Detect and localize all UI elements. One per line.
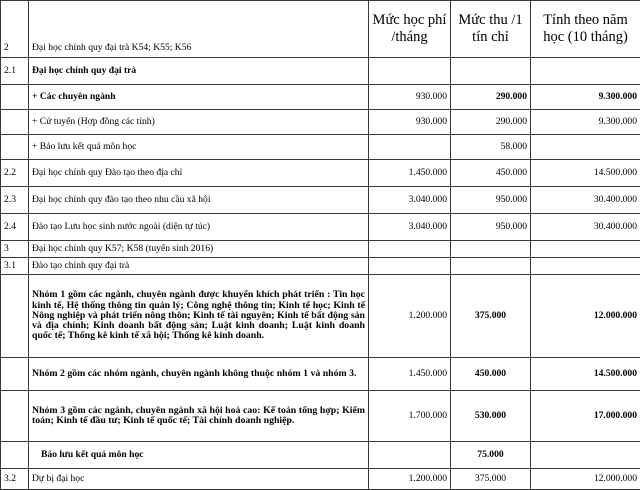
table-row [1, 391, 640, 442]
row-annual-fee [531, 58, 640, 85]
row-per-credit-fee [451, 58, 531, 85]
row-per-credit-fee: 950.000 [451, 187, 531, 214]
header-no: 2 [1, 1, 29, 58]
row-per-credit-fee: 290.000 [451, 110, 531, 135]
header-program-name: Đại học chính quy đại trà K54; K55; K56 [29, 1, 369, 58]
table-row [1, 275, 640, 358]
row-annual-fee: 30.400.000 [531, 214, 640, 241]
row-no [1, 85, 29, 110]
row-annual-fee: 12.000.000 [531, 469, 640, 490]
row-annual-fee: 9.300.000 [531, 110, 640, 135]
row-no: 2.3 [1, 187, 29, 214]
header-annual-fee: Tính theo năm học (10 tháng) [531, 1, 640, 58]
row-program-name: Nhóm 3 gồm các ngành, chuyên ngành xã hội hoá cao: Kế toán tổng hợp; Kiểm toán; Kinh tế đầu tư; Kinh tế quốc tế; Tài chính doanh nghiệp. [29, 391, 369, 442]
row-program-name: Đại học chính quy đào tạo theo nhu cầu xã hội [29, 187, 369, 214]
header-monthly-fee: Mức học phí /tháng [369, 1, 451, 58]
row-per-credit-fee: 75.000 [451, 442, 531, 469]
row-monthly-fee: 1.200.000 [369, 469, 451, 490]
row-no [1, 135, 29, 160]
row-per-credit-fee: 290.000 [451, 85, 531, 110]
table-row [1, 358, 640, 391]
row-monthly-fee [369, 135, 451, 160]
row-annual-fee: 9.300.000 [531, 85, 640, 110]
table-row [1, 469, 640, 490]
row-monthly-fee: 1.450.000 [369, 160, 451, 187]
table-row [1, 85, 640, 110]
row-per-credit-fee [451, 241, 531, 258]
row-monthly-fee [369, 442, 451, 469]
header-row [1, 1, 640, 58]
row-per-credit-fee: 950.000 [451, 214, 531, 241]
row-no [1, 358, 29, 391]
row-program-name: Đại học chính quy Đào tạo theo địa chỉ [29, 160, 369, 187]
row-monthly-fee: 3.040.000 [369, 214, 451, 241]
row-monthly-fee [369, 58, 451, 85]
row-no: 2.1 [1, 58, 29, 85]
table-row [1, 135, 640, 160]
row-program-name: + Cử tuyển (Hợp đồng các tỉnh) [29, 110, 369, 135]
row-no [1, 275, 29, 358]
row-annual-fee: 17.000.000 [531, 391, 640, 442]
table-row [1, 110, 640, 135]
row-no: 3.1 [1, 258, 29, 275]
row-monthly-fee: 1.200.000 [369, 275, 451, 358]
row-per-credit-fee: 450.000 [451, 160, 531, 187]
row-monthly-fee: 1.700.000 [369, 391, 451, 442]
table-row [1, 160, 640, 187]
row-annual-fee [531, 258, 640, 275]
row-program-name: Đại học chính quy K57; K58 (tuyển sinh 2016) [29, 241, 369, 258]
row-annual-fee [531, 135, 640, 160]
row-no: 2.2 [1, 160, 29, 187]
row-program-name: + Bảo lưu kết quả môn học [29, 135, 369, 160]
row-monthly-fee: 1.450.000 [369, 358, 451, 391]
row-annual-fee [531, 241, 640, 258]
row-program-name: Dự bị đại học [29, 469, 369, 490]
header-per-credit-fee: Mức thu /1 tín chỉ [451, 1, 531, 58]
table-row [1, 442, 640, 469]
row-per-credit-fee: 375.000 [451, 469, 531, 490]
row-per-credit-fee: 58.000 [451, 135, 531, 160]
row-monthly-fee [369, 241, 451, 258]
row-no: 3 [1, 241, 29, 258]
table-row [1, 58, 640, 85]
row-per-credit-fee [451, 258, 531, 275]
table-row [1, 241, 640, 258]
row-no [1, 442, 29, 469]
row-program-name: Bảo lưu kết quả môn học [29, 442, 369, 469]
row-program-name: Đại học chính quy đại trà [29, 58, 369, 85]
row-no [1, 110, 29, 135]
row-monthly-fee [369, 258, 451, 275]
row-no [1, 391, 29, 442]
row-program-name: Nhóm 1 gồm các ngành, chuyên ngành được khuyến khích phát triển : Tin học kinh tế, Hệ thống thông tin quản lý; Công nghệ thông tin; Kinh tế học; Kinh tế Nông nghiệp và phát triển nông thôn; Kinh tế tài nguyên; Kinh tế bất động sản và địa chính; Kinh doanh bất động sản; Luật kinh doanh; Luật kinh doanh quốc tế; Thống kê kinh tế xã hội; Thống kê kinh doanh. [29, 275, 369, 358]
row-per-credit-fee: 450.000 [451, 358, 531, 391]
row-program-name: Nhóm 2 gồm các nhóm ngành, chuyên ngành không thuộc nhóm 1 và nhóm 3. [29, 358, 369, 391]
row-program-name: Đào tạo Lưu học sinh nước ngoài (diện tự túc) [29, 214, 369, 241]
row-monthly-fee: 930.000 [369, 85, 451, 110]
row-program-name: Đào tạo chính quy đại trà [29, 258, 369, 275]
row-annual-fee: 14.500.000 [531, 358, 640, 391]
table-row [1, 187, 640, 214]
row-annual-fee: 30.400.000 [531, 187, 640, 214]
row-annual-fee: 14.500.000 [531, 160, 640, 187]
row-monthly-fee: 930.000 [369, 110, 451, 135]
row-no: 2.4 [1, 214, 29, 241]
row-monthly-fee: 3.040.000 [369, 187, 451, 214]
row-no: 3.2 [1, 469, 29, 490]
table-row [1, 258, 640, 275]
row-per-credit-fee: 375.000 [451, 275, 531, 358]
row-annual-fee [531, 442, 640, 469]
table-row [1, 214, 640, 241]
row-per-credit-fee: 530.000 [451, 391, 531, 442]
row-program-name: + Các chuyên ngành [29, 85, 369, 110]
row-annual-fee: 12.000.000 [531, 275, 640, 358]
